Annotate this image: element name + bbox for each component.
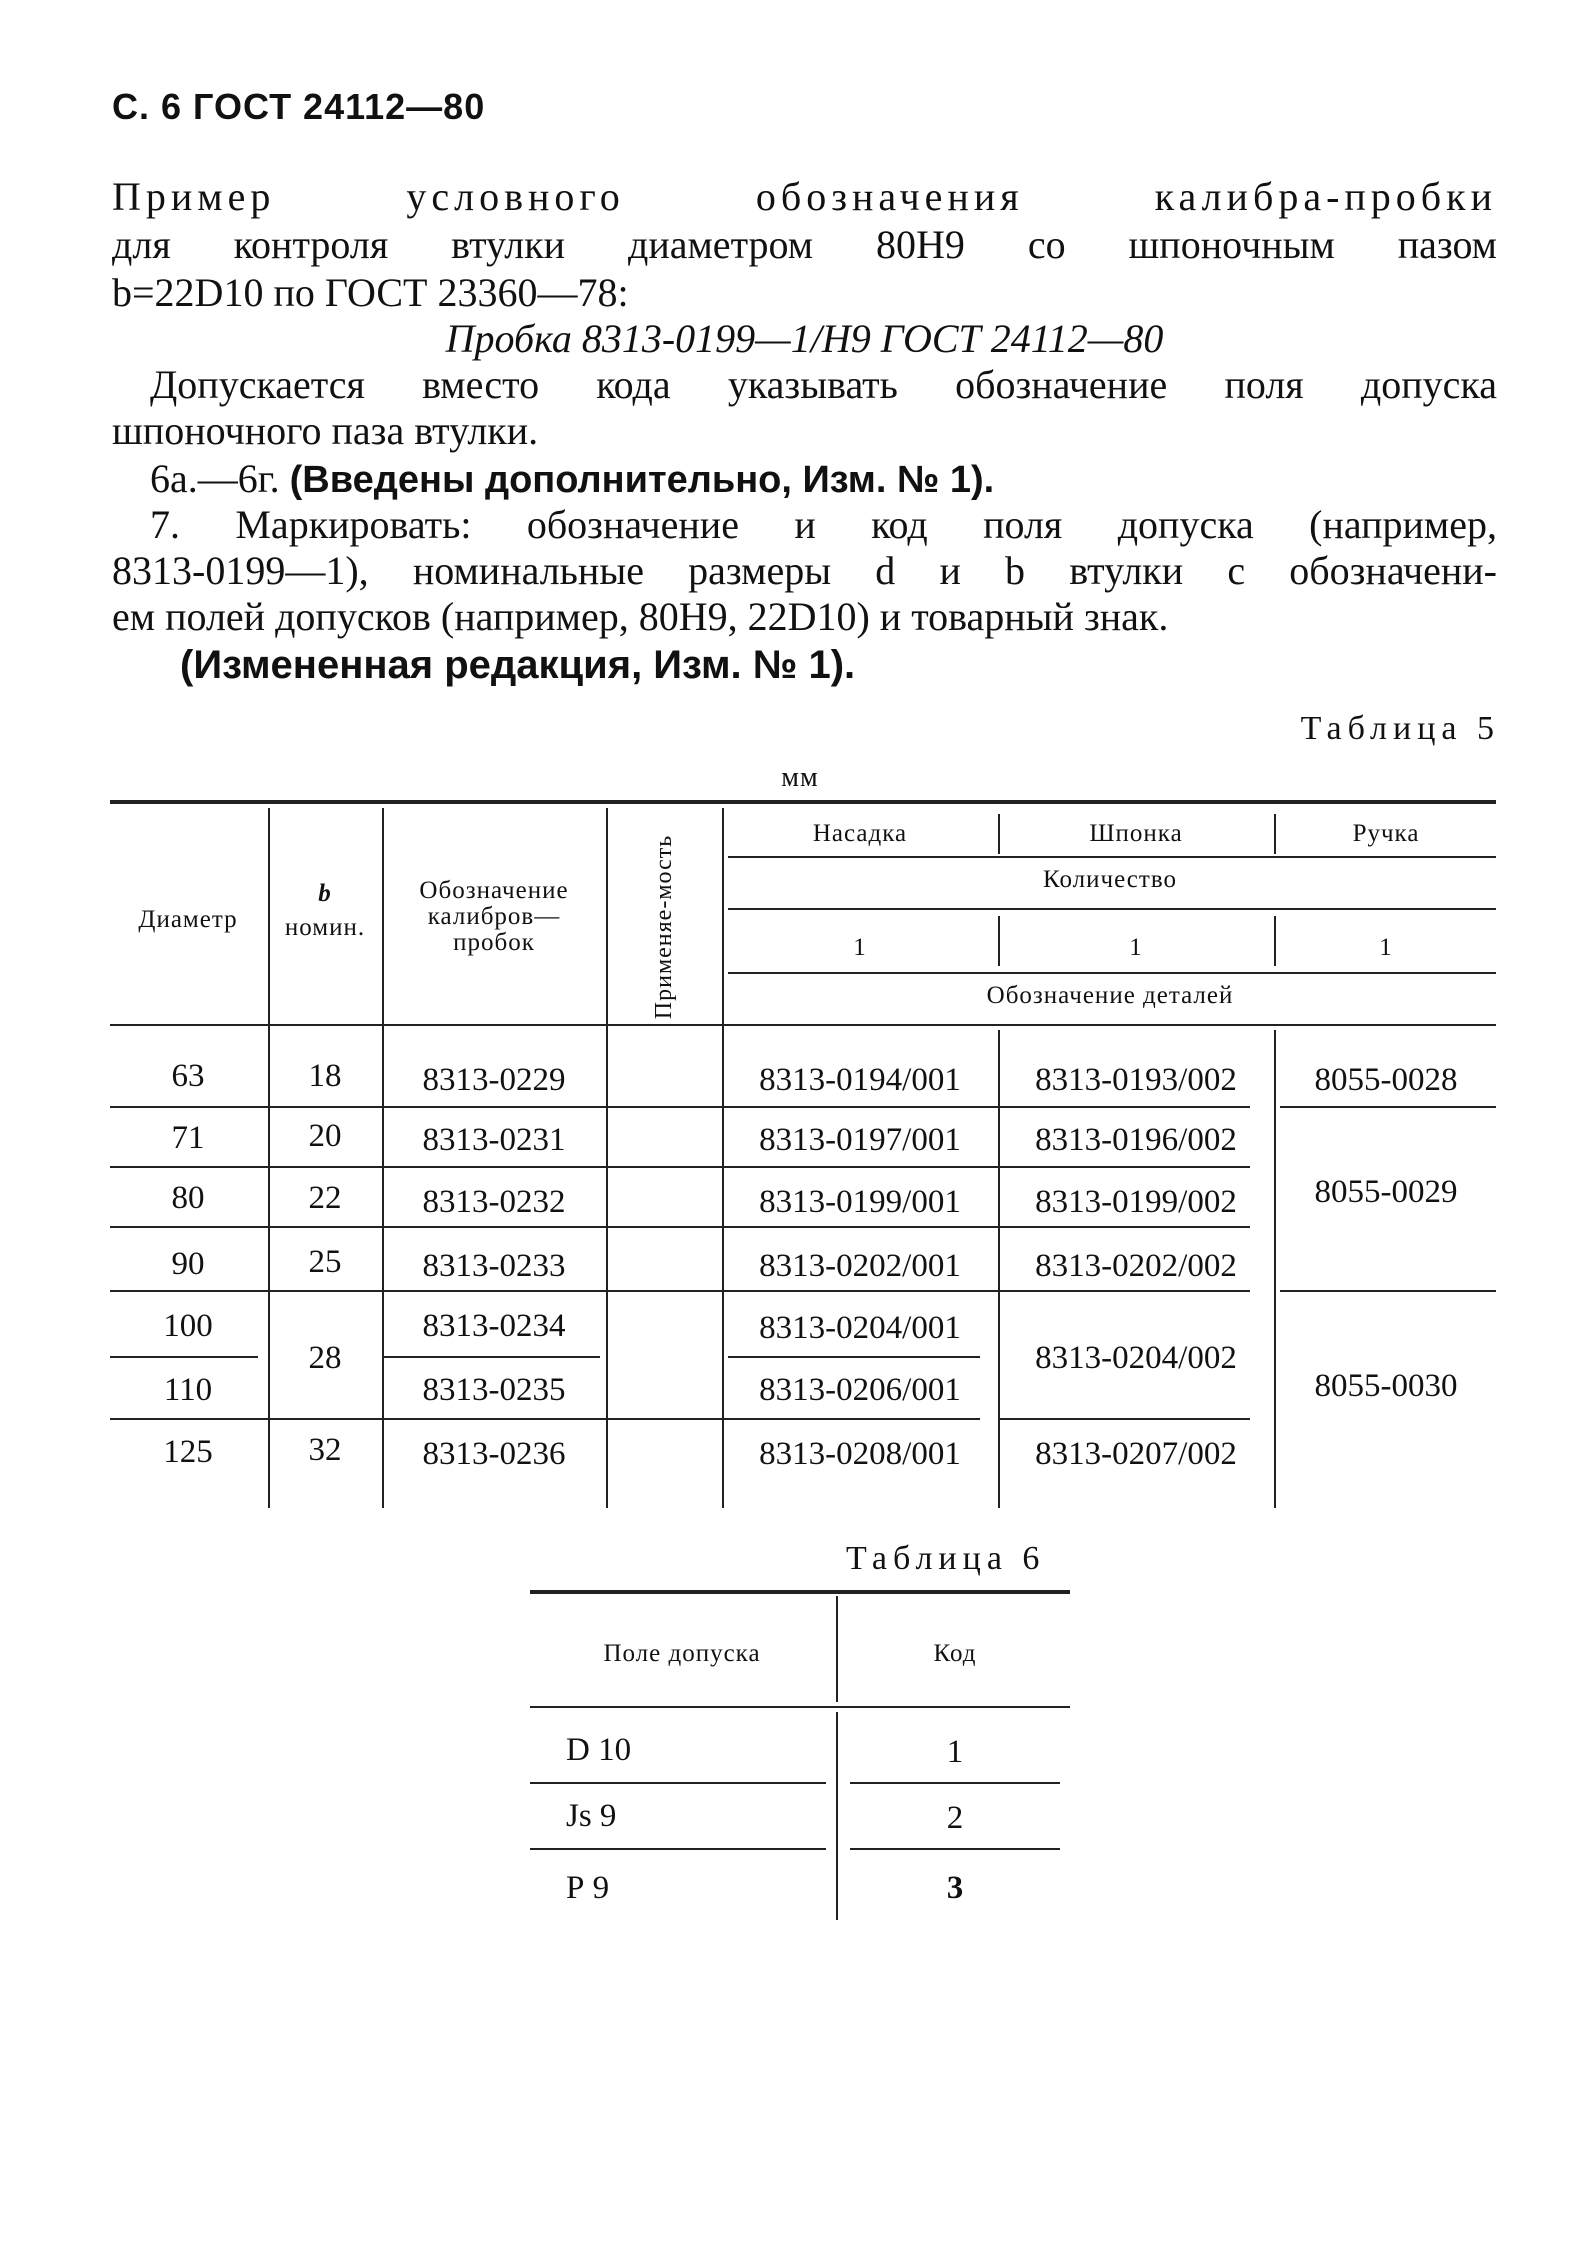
t5-cell: 8313-0204/001 — [759, 1310, 961, 1346]
t6-vrule — [836, 1596, 838, 1702]
t6-cell: Р 9 — [566, 1870, 610, 1906]
t5-cell: 8313-0206/001 — [759, 1372, 961, 1408]
table5-caption: Таблица 5 — [1300, 710, 1500, 747]
page-header: С. 6 ГОСТ 24112—80 — [112, 86, 486, 127]
t5-cell: 100 — [163, 1308, 213, 1344]
t5-cell: 63 — [171, 1058, 205, 1094]
t6-cell: Js 9 — [566, 1798, 617, 1834]
clause-7-note: (Измененная редакция, Изм. № 1). — [180, 643, 856, 687]
t5-cell: 71 — [171, 1120, 205, 1156]
t5-cell: 8055-0029 — [1314, 1174, 1458, 1210]
t6-top-rule — [530, 1590, 1070, 1594]
t5-cell: 8313-0207/002 — [1035, 1436, 1237, 1472]
t5-cell: 8313-0197/001 — [759, 1122, 961, 1158]
t5-cell: 18 — [308, 1058, 342, 1094]
clause-7-line-3: ем полей допусков (например, 80Н9, 22D10) и товарный знак. — [112, 594, 1169, 639]
clause-6-note: (Введены дополнительно, Изм. № 1). — [289, 459, 995, 501]
t5-cell: 8313-0234 — [422, 1308, 566, 1344]
t6-header-rule — [530, 1706, 1070, 1708]
clause-6-prefix: 6а.—6г. — [150, 456, 280, 501]
note-line-2: шпоночного паза втулки. — [112, 408, 539, 453]
t5-cell: 8313-0233 — [422, 1248, 566, 1284]
t5-cell: 8313-0196/002 — [1035, 1122, 1237, 1158]
example-designation: Пробка 8313-0199—1/Н9 ГОСТ 24112—80 — [445, 316, 1164, 361]
t5-header-designation-2: калибров— — [427, 903, 561, 930]
t5-header-designation-1: Обозначение — [419, 877, 569, 904]
t5-header-designation-3: пробок — [453, 929, 535, 956]
t5-qty-ruchka: 1 — [1379, 934, 1393, 961]
t5-header-ruchka: Ручка — [1352, 820, 1420, 847]
t5-cell: 8313-0202/002 — [1035, 1248, 1237, 1284]
t5-header-b-nomin: номин. — [284, 914, 366, 941]
t5-cell: 8313-0193/002 — [1035, 1062, 1237, 1098]
t5-header-shponka: Шпонка — [1089, 820, 1183, 847]
note-line-1: Допускается вместо кода указывать обозначение поля допуска — [150, 362, 1497, 407]
t5-cell: 28 — [308, 1340, 342, 1376]
t6-cell: 2 — [946, 1800, 964, 1836]
t5-cell: 8313-0235 — [422, 1372, 566, 1408]
t5-cell: 32 — [308, 1432, 342, 1468]
t6-header-code: Код — [933, 1640, 977, 1667]
example-line-3: b=22D10 по ГОСТ 23360—78: — [112, 270, 629, 315]
t5-cell: 8313-0199/002 — [1035, 1184, 1237, 1220]
t5-cell: 8313-0236 — [422, 1436, 566, 1472]
t5-cell: 8313-0208/001 — [759, 1436, 961, 1472]
t5-cell: 8313-0194/001 — [759, 1062, 961, 1098]
t5-cell: 8313-0204/002 — [1035, 1340, 1237, 1376]
t5-header-diameter: Диаметр — [138, 906, 238, 933]
t5-header-parts: Обозначение деталей — [986, 982, 1234, 1009]
t6-header-field: Поле допуска — [603, 1640, 761, 1667]
t5-cell: 8313-0199/001 — [759, 1184, 961, 1220]
t5-cell: 8313-0229 — [422, 1062, 566, 1098]
t5-cell: 8055-0030 — [1314, 1368, 1458, 1404]
t5-cell: 8055-0028 — [1314, 1062, 1458, 1098]
t6-rule — [530, 1782, 826, 1784]
t5-cell: 20 — [308, 1118, 342, 1154]
t5-cell: 8313-0202/001 — [759, 1248, 961, 1284]
t6-rule — [530, 1848, 826, 1850]
table5-unit: мм — [781, 762, 819, 793]
t5-cell: 125 — [163, 1434, 213, 1470]
example-line-1: Пример условного обозначения калибра-пробки — [112, 174, 1497, 219]
t6-rule — [850, 1782, 1060, 1784]
clause-7-line-2: 8313-0199—1), номинальные размеры d и b втулки с обозначени- — [112, 548, 1497, 593]
t5-cell: 110 — [163, 1372, 213, 1408]
t6-cell: D 10 — [566, 1732, 632, 1768]
t6-cell: 3 — [946, 1870, 964, 1906]
t5-cell: 8313-0232 — [422, 1184, 566, 1220]
clause-7-line-1: 7. Маркировать: обозначение и код поля допуска (например, — [150, 502, 1497, 547]
t5-header-b: b — [318, 880, 332, 907]
t5-qty-shponka: 1 — [1129, 934, 1143, 961]
t6-cell: 1 — [946, 1734, 964, 1770]
t5-cell: 8313-0231 — [422, 1122, 566, 1158]
t5-header-quantity: Количество — [1043, 866, 1177, 893]
t5-header-nasadka: Насадка — [812, 820, 908, 847]
table6-caption: Таблица 6 — [846, 1540, 1046, 1577]
t5-cell: 22 — [308, 1180, 342, 1216]
t6-rule — [850, 1848, 1060, 1850]
t5-qty-nasadka: 1 — [853, 934, 867, 961]
t5-cell: 25 — [308, 1244, 342, 1280]
t6-vrule — [836, 1712, 838, 1920]
example-line-2: для контроля втулки диаметром 80Н9 со шпоночным пазом — [112, 222, 1497, 267]
t5-cell: 90 — [171, 1246, 205, 1282]
t5-cell: 80 — [171, 1180, 205, 1216]
t5-header-applicability: Применяе-мость — [651, 834, 677, 1020]
